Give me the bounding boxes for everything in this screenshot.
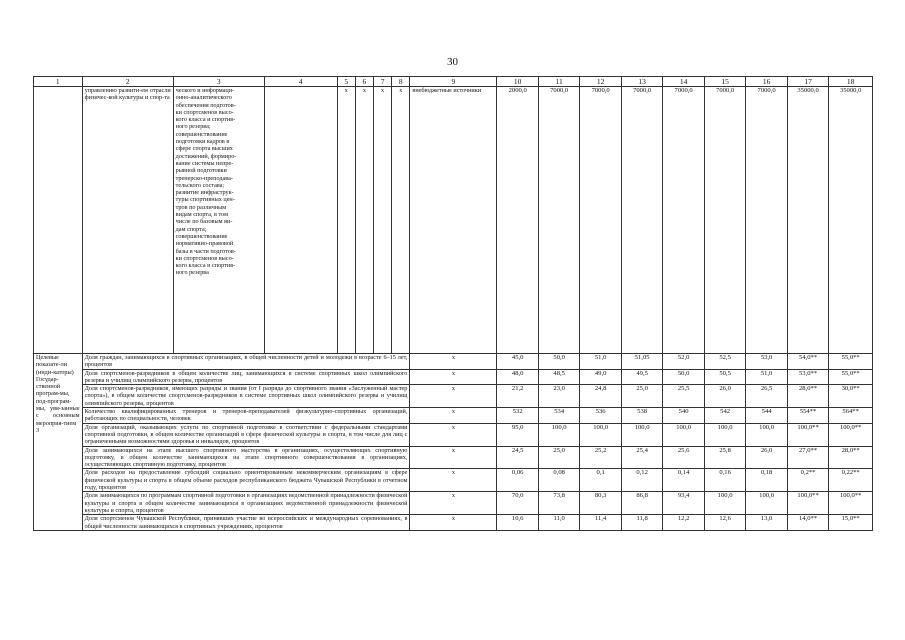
indicator-row — [34, 354, 873, 370]
value-cell: 50,0 — [663, 369, 704, 385]
value-cell: 10,6 — [497, 515, 538, 531]
value-cell: 26,5 — [746, 385, 787, 408]
x-mark: x — [410, 469, 497, 492]
description-line: обеспечения подготов- — [175, 101, 236, 109]
value-cell: 0,1 — [580, 469, 621, 492]
description-line: сфере спорта высших — [175, 145, 233, 153]
column-number: 2 — [82, 77, 173, 87]
column-number: 13 — [621, 77, 662, 87]
value-cell: 55,0** — [829, 354, 873, 370]
value-cell: 534 — [538, 408, 579, 424]
value-cell: 25,0 — [621, 385, 662, 408]
value-cell: 49,0 — [580, 369, 621, 385]
value-cell: 14,0** — [787, 515, 828, 531]
value-cell: 542 — [704, 408, 745, 424]
value-cell: 53,0 — [746, 354, 787, 370]
value-cell: 51,0 — [746, 369, 787, 385]
indicator-name: Доля спортсменов-разрядников, имеющих разряды и звания (от I разряда до спортивного звания «Заслуженный мастер спорта»), в общем количестве спортсменов-разрядников в системе спортивных школ олимпийского резерва и училищ олимпийского резерва, процентов — [82, 385, 410, 408]
target-indicators-label: Целевые показате-ли (инди-каторы) Государ-ственной програм-мы, под-програм-мы, увя-занные с основным мероприя-тием 3 — [34, 354, 83, 531]
value-cell: 95,0 — [497, 423, 538, 446]
value-cell: 48,5 — [538, 369, 579, 385]
value-cell: 100,0 — [704, 492, 745, 515]
value-cell: 24,8 — [580, 385, 621, 408]
description-line: подготовки кадров в — [175, 138, 230, 146]
value-cell: 0,14 — [663, 469, 704, 492]
value-cell: 25,4 — [621, 446, 662, 469]
program-table — [33, 76, 873, 531]
value-cell: 100,0 — [704, 423, 745, 446]
indicator-name: Доля спортсменов-разрядников в общем количестве лиц, занимающихся в системе спортивных школ олимпийского резерва и училищ олимпийского резерва, процентов — [82, 369, 410, 385]
indicator-row — [34, 492, 873, 515]
x-mark: x — [410, 354, 497, 370]
x-mark: x — [410, 369, 497, 385]
value-cell: 35000,0 — [787, 87, 828, 354]
value-cell: 100,0 — [746, 492, 787, 515]
x-mark: x — [410, 385, 497, 408]
value-cell: 7000,0 — [704, 87, 745, 354]
value-cell: 30,0** — [829, 385, 873, 408]
value-cell: 48,0 — [497, 369, 538, 385]
description-line: ческого и информаци- — [175, 87, 235, 94]
indicator-name: Доля спортсменов Чувашской Республики, принявших участие во всероссийских и международных соревнованиях, в общей численности занимающихся в спортивных учреждениях, процентов — [82, 515, 410, 531]
value-cell: 7000,0 — [663, 87, 704, 354]
value-cell: 51,05 — [621, 354, 662, 370]
value-cell: 100,0** — [787, 423, 828, 446]
value-cell: 26,0 — [746, 446, 787, 469]
value-cell: 25,6 — [663, 446, 704, 469]
col2-responsible: управлению развити-ем отрасли физичес-кой культуры и спор-та — [82, 87, 173, 354]
indicator-row — [34, 515, 873, 531]
x-mark: x — [392, 87, 410, 354]
value-cell: 554** — [787, 408, 828, 424]
value-cell: 13,0 — [746, 515, 787, 531]
value-cell: 50,5 — [704, 369, 745, 385]
value-cell: 25,2 — [580, 446, 621, 469]
value-cell: 52,0 — [663, 354, 704, 370]
value-cell: 540 — [663, 408, 704, 424]
value-cell: 100,0 — [538, 423, 579, 446]
value-cell: 49,5 — [621, 369, 662, 385]
description-line: кого класса и спортив- — [175, 262, 236, 270]
col3-description — [173, 87, 264, 354]
page-number: 30 — [447, 56, 458, 68]
value-cell: 55,0** — [829, 369, 873, 385]
value-cell: 0,22** — [829, 469, 873, 492]
column-number: 18 — [829, 77, 873, 87]
value-cell: 7000,0 — [746, 87, 787, 354]
value-cell: 544 — [746, 408, 787, 424]
value-cell: 100,0 — [746, 423, 787, 446]
col2-activity — [34, 87, 83, 354]
value-cell: 52,5 — [704, 354, 745, 370]
indicator-row — [34, 469, 873, 492]
value-cell: 25,5 — [663, 385, 704, 408]
x-mark: x — [410, 408, 497, 424]
column-number: 6 — [355, 77, 373, 87]
value-cell: 15,0** — [829, 515, 873, 531]
column-number: 9 — [410, 77, 497, 87]
description-line: рывной подготовки — [175, 167, 227, 175]
column-number: 5 — [337, 77, 355, 87]
value-cell: 23,0 — [538, 385, 579, 408]
value-cell: 11,0 — [538, 515, 579, 531]
description-line: развитие инфраструк- — [175, 189, 234, 197]
value-cell: 100,0** — [787, 492, 828, 515]
description-line: тренерско-преподава- — [175, 174, 233, 182]
value-cell: 35000,0 — [829, 87, 873, 354]
value-cell: 73,8 — [538, 492, 579, 515]
value-cell: 100,0 — [621, 423, 662, 446]
column-number: 7 — [374, 77, 392, 87]
column-number: 16 — [746, 77, 787, 87]
value-cell: 100,0 — [580, 423, 621, 446]
description-line: ного резерва; — [175, 123, 211, 131]
indicator-name: Доля организаций, оказывающих услуги по спортивной подготовке в соответствии с федеральными стандартами спортивной подготовки, в общем количестве организаций в сфере физической культуры и спорта, в том числе для лиц с ограниченными возможностями здоровья и инвалидов, процентов — [82, 423, 410, 446]
value-cell: 53,0** — [787, 369, 828, 385]
column-number: 3 — [173, 77, 264, 87]
x-mark: x — [374, 87, 392, 354]
description-line: туры спортивных цен- — [175, 196, 235, 204]
value-cell: 0,18 — [746, 469, 787, 492]
column-number: 10 — [497, 77, 538, 87]
value-cell: 50,0 — [538, 354, 579, 370]
value-cell: 11,4 — [580, 515, 621, 531]
indicator-name: Доля граждан, занимающихся в спортивных организациях, в общей численности детей и молодежи в возрасте 6–15 лет, процентов — [82, 354, 410, 370]
description-line: совершенствование — [175, 232, 228, 240]
value-cell: 54,0** — [787, 354, 828, 370]
value-cell: 532 — [497, 408, 538, 424]
x-mark: x — [355, 87, 373, 354]
col4-cell — [264, 87, 337, 354]
column-number: 15 — [704, 77, 745, 87]
indicator-name: Доля занимающихся по программам спортивной подготовки в организациях ведомственной принадлежности физической культуры и спорта в общем количестве занимающихся в организациях ведомственной принадлежности физической культуры и спорта, процентов — [82, 492, 410, 515]
header-row — [34, 77, 873, 87]
value-cell: 21,2 — [497, 385, 538, 408]
description-line: совершенствование — [175, 130, 228, 138]
indicator-row — [34, 446, 873, 469]
column-number: 12 — [580, 77, 621, 87]
value-cell: 26,0 — [704, 385, 745, 408]
value-cell: 12,6 — [704, 515, 745, 531]
value-cell: 0,2** — [787, 469, 828, 492]
x-mark: x — [410, 515, 497, 531]
value-cell: 25,0 — [538, 446, 579, 469]
value-cell: 28,0** — [787, 385, 828, 408]
indicator-name: Количество квалифицированных тренеров и тренеров-преподавателей физкультурно-спортивных организаций, работающих по специальности, человек — [82, 408, 410, 424]
value-cell: 45,0 — [497, 354, 538, 370]
funding-source: внебюджетные источники — [410, 87, 497, 354]
x-mark: x — [410, 423, 497, 446]
value-cell: 2000,0 — [497, 87, 538, 354]
value-cell: 7000,0 — [580, 87, 621, 354]
description-line: видам спорта, в том — [175, 211, 229, 219]
indicator-name: Доля расходов на предоставление субсидий социально ориентированным некоммерческим организациям в сфере физической культуры и спорта в общем объеме расходов республиканского бюджета Чувашской Республики в отчетном году, процентов — [82, 469, 410, 492]
value-cell: 0,06 — [497, 469, 538, 492]
description-line: ного резерва — [175, 269, 209, 277]
value-cell: 24,5 — [497, 446, 538, 469]
x-mark: x — [410, 492, 497, 515]
value-cell: 93,4 — [663, 492, 704, 515]
value-cell: 51,0 — [580, 354, 621, 370]
value-cell: 100,0** — [829, 492, 873, 515]
indicator-row — [34, 385, 873, 408]
value-cell: 536 — [580, 408, 621, 424]
description-line: числе по базовым ви- — [175, 218, 233, 226]
value-cell: 100,0 — [663, 423, 704, 446]
description-line: базы в части подготов- — [175, 247, 236, 255]
value-cell: 564** — [829, 408, 873, 424]
description-line: ки спортсменов высо- — [175, 254, 234, 262]
description-line: дам спорта; — [175, 225, 207, 233]
description-line: тельского состава; — [175, 181, 225, 189]
value-cell: 70,0 — [497, 492, 538, 515]
value-cell: 11,8 — [621, 515, 662, 531]
description-line: достижений, формиро- — [175, 152, 237, 160]
value-cell: 538 — [621, 408, 662, 424]
value-cell: 86,8 — [621, 492, 662, 515]
value-cell: 25,8 — [704, 446, 745, 469]
value-cell: 80,3 — [580, 492, 621, 515]
value-cell: 0,08 — [538, 469, 579, 492]
value-cell: 7000,0 — [621, 87, 662, 354]
value-cell: 27,0** — [787, 446, 828, 469]
description-line: вание системы непре- — [175, 159, 234, 167]
column-number: 14 — [663, 77, 704, 87]
column-number: 4 — [264, 77, 337, 87]
value-cell: 100,0** — [829, 423, 873, 446]
column-number: 11 — [538, 77, 579, 87]
indicator-row — [34, 369, 873, 385]
indicator-row — [34, 423, 873, 446]
description-line: тров по различным — [175, 203, 227, 211]
indicator-name: Доля занимающихся на этапе высшего спортивного мастерства в организациях, осуществляющих спортивную подготовку, в общем количестве занимающихся на этапе спортивного совершенствования в организациях, осуществляющих спортивную подготовку, процентов — [82, 446, 410, 469]
value-cell: 12,2 — [663, 515, 704, 531]
value-cell: 0,12 — [621, 469, 662, 492]
x-mark: x — [410, 446, 497, 469]
value-cell: 0,16 — [704, 469, 745, 492]
value-cell: 7000,0 — [538, 87, 579, 354]
description-line: ки спортсменов высо- — [175, 108, 234, 116]
indicator-row — [34, 408, 873, 424]
top-row — [34, 87, 873, 354]
x-mark: x — [337, 87, 355, 354]
column-number: 17 — [787, 77, 828, 87]
description-line: кого класса и спортив- — [175, 116, 236, 124]
column-number: 8 — [392, 77, 410, 87]
value-cell: 28,0** — [829, 446, 873, 469]
column-number: 1 — [34, 77, 83, 87]
description-line: онно-аналитического — [175, 94, 232, 102]
description-line: нормативно-правовой — [175, 240, 234, 248]
